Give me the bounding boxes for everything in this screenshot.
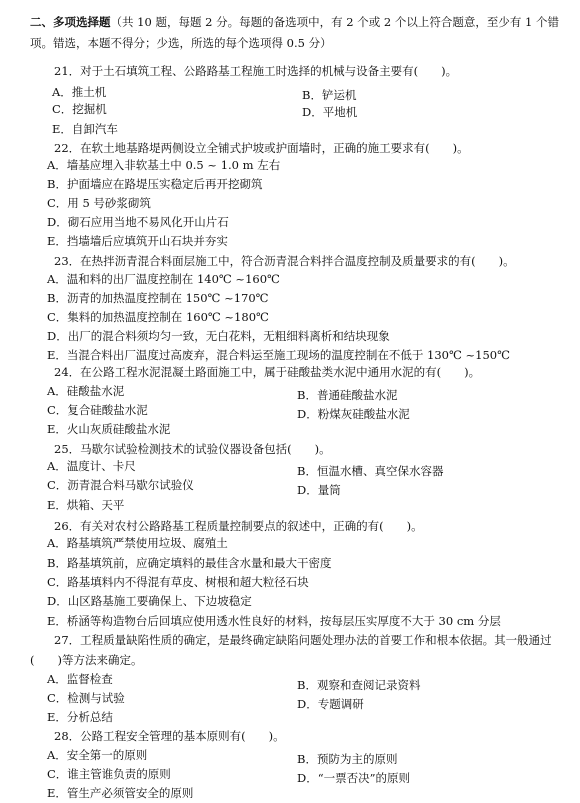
option: D．“一票否决”的原则 <box>297 771 410 785</box>
option: E．管生产必须管安全的原则 <box>47 786 194 800</box>
option: E．自卸汽车 <box>52 122 118 136</box>
option: A．硅酸盐水泥 <box>47 384 125 398</box>
option: D．砌石应用当地不易风化开山片石 <box>47 215 229 229</box>
option: E．挡墙墙后应填筑开山石块并夯实 <box>47 234 228 248</box>
option: D．平地机 <box>302 105 358 119</box>
option: A．墙基应埋入非软基土中 0.5 ~ 1.0 m 左右 <box>47 158 281 172</box>
question-stem: 22．在软土地基路堤两侧设立全铺式护坡或护面墙时，正确的施工要求有( )。 <box>54 141 469 155</box>
question-stem: 27．工程质量缺陷性质的确定，是最终确定缺陷问题处理办法的首要工作和根本依据。其一般通过( )等方法来确定。 <box>30 633 552 667</box>
option: A．温度计、卡尺 <box>47 459 136 473</box>
option: B．恒温水槽、真空保水容器 <box>297 464 444 478</box>
option: D．出厂的混合料须均匀一致，无白花料，无粗细料离析和结块现象 <box>47 329 390 343</box>
option: B．普通硅酸盐水泥 <box>297 388 398 402</box>
option: E．分析总结 <box>47 710 113 724</box>
option: A．路基填筑严禁使用垃圾、腐殖土 <box>47 536 228 550</box>
option: A．温和料的出厂温度控制在 140℃ ~160℃ <box>47 272 280 286</box>
option: E．烘箱、天平 <box>47 498 125 512</box>
option: C．集料的加热温度控制在 160℃ ~180℃ <box>47 310 269 324</box>
option: D．专题调研 <box>297 697 364 711</box>
option: C．挖掘机 <box>52 102 107 116</box>
section-description: （共 10 题，每题 2 分。每题的备选项中，有 2 个或 2 个以上符合题意，至少有 1 个错项。错选，本题不得分；少选，所选的每个选项得 0.5 分） <box>30 15 559 50</box>
option: E．火山灰质硅酸盐水泥 <box>47 422 171 436</box>
option: B．护面墙应在路堤压实稳定后再开挖砌筑 <box>47 177 263 191</box>
option: A．监督检查 <box>47 672 113 686</box>
section-header <box>30 12 560 54</box>
option: A．推土机 <box>52 85 107 99</box>
option: E．桥涵等构造物台后回填应使用透水性良好的材料，按每层压实厚度不大于 30 cm 分层 <box>47 614 501 628</box>
option: C．复合硅酸盐水泥 <box>47 403 148 417</box>
question-stem: 26．有关对农村公路路基工程质量控制要点的叙述中，正确的有( )。 <box>54 519 423 533</box>
option: D．量筒 <box>297 483 341 497</box>
option: C．用 5 号砂浆砌筑 <box>47 196 151 210</box>
question-stem: 25．马歇尔试验检测技术的试验仪器设备包括( )。 <box>54 442 331 456</box>
question-stem: 28．公路工程安全管理的基本原则有( )。 <box>54 729 285 743</box>
option: B．铲运机 <box>302 88 357 102</box>
option: C．路基填料内不得混有草皮、树根和超大粒径石块 <box>47 575 309 589</box>
option: D．山区路基施工要确保上、下边坡稳定 <box>47 594 252 608</box>
option: D．粉煤灰硅酸盐水泥 <box>297 407 410 421</box>
section-title: 二、多项选择题 <box>30 15 111 29</box>
question-stem: 23．在热拌沥青混合料面层施工中，符合沥青混合料拌合温度控制及质量要求的有( )。 <box>54 254 515 268</box>
option: C．检测与试验 <box>47 691 125 705</box>
option: A．安全第一的原则 <box>47 748 148 762</box>
option: B．沥青的加热温度控制在 150℃ ~170℃ <box>47 291 269 305</box>
question-stem: 21．对于土石填筑工程、公路路基工程施工时选择的机械与设备主要有( )。 <box>54 64 458 78</box>
option: E．当混合料出厂温度过高废弃，混合料运至施工现场的温度控制在不低于 130℃ ~150℃ <box>47 348 510 362</box>
option: B．预防为主的原则 <box>297 752 398 766</box>
option: B．路基填筑前，应确定填料的最佳含水量和最大干密度 <box>47 556 332 570</box>
question-stem: 24．在公路工程水泥混凝土路面施工中，属于硅酸盐类水泥中通用水泥的有( )。 <box>54 365 481 379</box>
option: C．沥青混合料马歇尔试验仪 <box>47 478 194 492</box>
option: B．观察和查阅记录资料 <box>297 678 421 692</box>
option: C．谁主管谁负责的原则 <box>47 767 171 781</box>
